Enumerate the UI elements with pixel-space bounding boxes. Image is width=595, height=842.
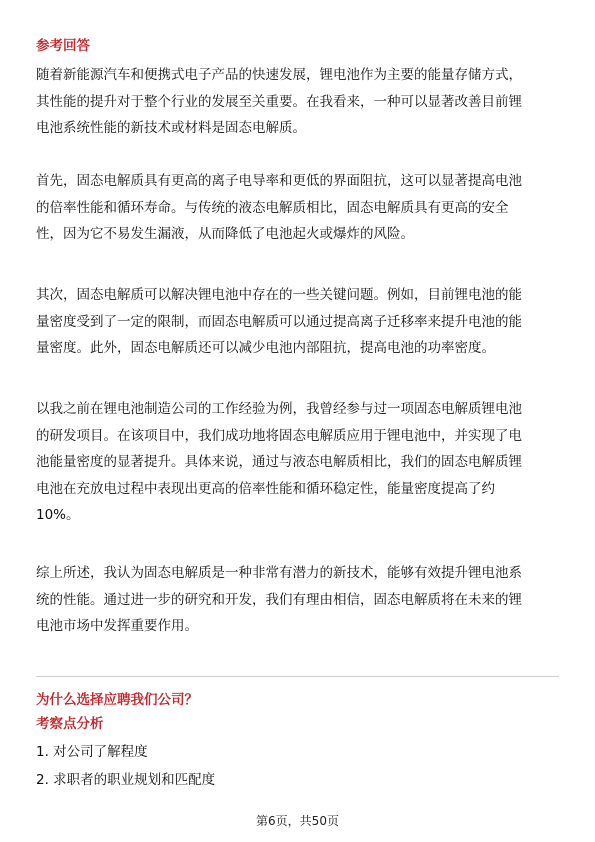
paragraph-line: 量密度。此外，固态电解质还可以减少电池内部阻抗，提高电池的功率密度。 <box>36 340 495 356</box>
page-footer: 第6页，共50页 <box>256 814 339 828</box>
paragraph-line: 以我之前在锂电池制造公司的工作经验为例，我曾经参与过一项固态电解质锂电池 <box>36 401 522 417</box>
paragraph-line: 电池系统性能的新技术或材料是固态电解质。 <box>36 120 306 136</box>
answer-paragraph <box>36 396 564 529</box>
section-divider <box>36 676 559 677</box>
paragraph-line: 首先，固态电解质具有更高的离子电导率和更低的界面阻抗，这可以显著提高电池 <box>36 173 522 189</box>
answer-paragraph <box>36 168 564 248</box>
paragraph-line: 统的性能。通过进一步的研究和开发，我们有理由相信，固态电解质将在未来的锂 <box>36 591 522 608</box>
answer-paragraph <box>36 560 564 640</box>
paragraph-line: 量密度受到了一定的限制，而固态电解质可以通过提高离子迁移率来提升电池的能 <box>36 313 522 330</box>
answer-label: 参考回答 <box>36 38 90 54</box>
analysis-point-2: 2. 求职者的职业规划和匹配度 <box>36 772 216 788</box>
paragraph-line: 其次，固态电解质可以解决锂电池中存在的一些关键问题。例如，目前锂电池的能 <box>36 287 522 303</box>
analysis-label: 考察点分析 <box>36 716 104 732</box>
paragraph-line: 综上所述，我认为固态电解质是一种非常有潜力的新技术，能够有效提升锂电池系 <box>36 565 522 581</box>
paragraph-line: 电池在充放电过程中表现出更高的倍率性能和循环稳定性，能量密度提高了约 <box>36 480 495 497</box>
paragraph-line: 的倍率性能和循环寿命。与传统的液态电解质相比，固态电解质具有更高的安全 <box>36 199 509 216</box>
question-title: 为什么选择应聘我们公司？ <box>36 692 198 708</box>
paragraph-line: 其性能的提升对于整个行业的发展至关重要。在我看来，一种可以显著改善目前锂 <box>36 93 522 110</box>
answer-paragraph <box>36 62 564 142</box>
paragraph-line: 随着新能源汽车和便携式电子产品的快速发展，锂电池作为主要的能量存储方式， <box>36 67 522 83</box>
paragraph-line: 10%。 <box>36 507 80 523</box>
paragraph-line: 池能量密度的显著提升。具体来说，通过与液态电解质相比，我们的固态电解质锂 <box>36 454 522 470</box>
paragraph-line: 性，因为它不易发生漏液，从而降低了电池起火或爆炸的风险。 <box>36 226 414 242</box>
paragraph-line: 的研发项目。在该项目中，我们成功地将固态电解质应用于锂电池中，并实现了电 <box>36 427 522 444</box>
analysis-point-1: 1. 对公司了解程度 <box>36 744 148 760</box>
paragraph-line: 电池市场中发挥重要作用。 <box>36 618 198 634</box>
answer-paragraph <box>36 282 564 362</box>
